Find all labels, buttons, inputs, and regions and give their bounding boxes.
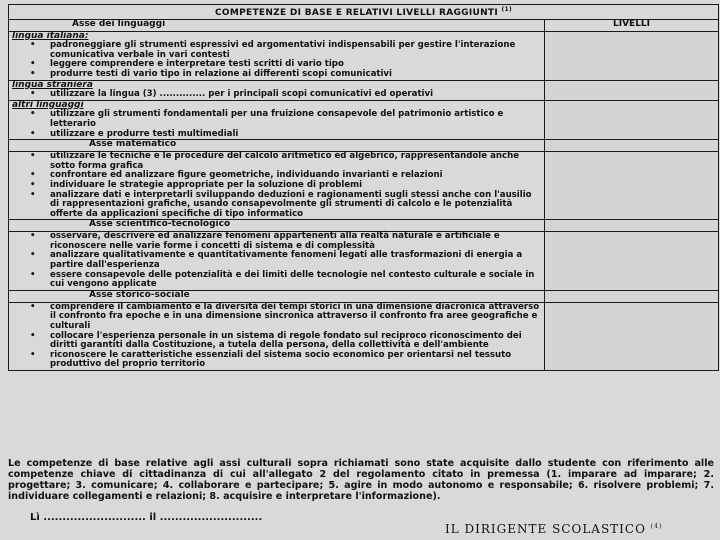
level-cell <box>545 220 719 232</box>
list-item: • collocare l'esperienza personale in un sistema di regole fondato sul reciproco riconoscimento dei diritti garantiti dalla Costituzione, a tutela della persona, della collettività e dell'ambiente <box>40 332 541 351</box>
bullet-list <box>12 41 541 79</box>
level-cell[interactable] <box>545 80 719 100</box>
list-item: • osservare, descrivere ed analizzare fenomeni appartenenti alla realtà naturale e artificiale e riconoscere nelle varie forme i concetti di sistema e di complessità <box>40 232 541 251</box>
group-title: altri linguaggi <box>12 99 84 110</box>
level-cell[interactable] <box>545 100 719 139</box>
table-row <box>9 302 719 370</box>
footer-paragraph: Le competenze di base relative agli assi culturali sopra richiamati sono state acquisite dallo studente con riferimento alle competenze chiave di cittadinanza di cui all'allegato 2 del regolamento citato in premessa (1. imparare ad imparare; 2. progettare; 3. comunicare; 4. collaborare e partecipare; 5. agire in modo autonomo e responsabile; 6. risolvere problemi; 7. individuare collegamenti e relazioni; 8. acquisire e interpretare l'informazione). <box>8 458 714 502</box>
group-title: lingua straniera <box>12 79 93 90</box>
table-row <box>9 31 719 80</box>
table-title <box>9 5 719 20</box>
level-cell[interactable] <box>545 152 719 220</box>
group-cell <box>9 100 545 139</box>
list-item: • leggere comprendere e interpretare testi scritti di vario tipo <box>40 60 541 70</box>
group-cell <box>9 152 545 220</box>
level-cell <box>545 140 719 152</box>
list-item: • analizzare dati e interpretarli sviluppando deduzioni e ragionamenti sugli stessi anche con l'ausilio di rappresentazioni grafiche, usando consapevolmente gli strumenti di calcolo e le potenzialità offerte da applicazioni specifiche di tipo informatico <box>40 191 541 220</box>
table-row <box>9 152 719 220</box>
table-row <box>9 100 719 139</box>
group-cell <box>9 31 545 80</box>
list-item: • comprendere il cambiamento e la diversità dei tempi storici in una dimensione diacronica attraverso il confronto fra epoche e in una dimensione sincronica attraverso il confronto fra aree geografiche e culturali <box>40 303 541 332</box>
list-item: • utilizzare e produrre testi multimediali <box>40 130 541 140</box>
group-cell <box>9 302 545 370</box>
bullet-list <box>12 90 541 100</box>
list-item: • produrre testi di vario tipo in relazione ai differenti scopi comunicativi <box>40 70 541 80</box>
axis-title: Asse matematico <box>9 140 545 152</box>
list-item: • riconoscere le caratteristiche essenziali del sistema socio economico per orientarsi nel tessuto produttivo del proprio territorio <box>40 351 541 370</box>
title-note: (1) <box>501 6 513 13</box>
title-text: COMPETENZE DI BASE E RELATIVI LIVELLI RAGGIUNTI <box>215 8 499 18</box>
col-header-axis: Asse dei linguaggi <box>9 19 545 31</box>
table-row <box>9 80 719 100</box>
level-cell[interactable] <box>545 31 719 80</box>
signature-label: IL DIRIGENTE SCOLASTICO $^{(4)}$ <box>445 522 663 536</box>
list-item: • utilizzare la lingua (3) .............. per i principali scopi comunicativi ed operativi <box>40 90 541 100</box>
bullet-list <box>12 303 541 370</box>
axis-title: Asse storico-sociale <box>9 290 545 302</box>
bullet-list <box>12 110 541 139</box>
list-item: • confrontare ed analizzare figure geometriche, individuando invarianti e relazioni <box>40 171 541 181</box>
table-row <box>9 232 719 291</box>
list-item: • utilizzare le tecniche e le procedure del calcolo aritmetico ed algebrico, rappresentandole anche sotto forma grafica <box>40 152 541 171</box>
list-item: • essere consapevole delle potenzialità e dei limiti delle tecnologie nel contesto culturale e sociale in cui vengono applicate <box>40 271 541 290</box>
bullet-list <box>12 152 541 219</box>
group-cell <box>9 232 545 291</box>
level-cell <box>545 290 719 302</box>
list-item: • padroneggiare gli strumenti espressivi ed argomentativi indispensabili per gestire l'interazione comunicativa verbale in vari contesti <box>40 41 541 60</box>
place-date-line: Lì ........................... il ........................... <box>30 512 263 523</box>
level-cell[interactable] <box>545 232 719 291</box>
competences-table <box>8 4 719 371</box>
axis-title: Asse scientifico-tecnologico <box>9 220 545 232</box>
level-cell[interactable] <box>545 302 719 370</box>
list-item: • analizzare qualitativamente e quantitativamente fenomeni legati alle trasformazioni di energia a partire dall'esperienza <box>40 251 541 270</box>
list-item: • utilizzare gli strumenti fondamentali per una fruizione consapevole del patrimonio artistico e letterario <box>40 110 541 129</box>
group-cell <box>9 80 545 100</box>
list-item: • individuare le strategie appropriate per la soluzione di problemi <box>40 181 541 191</box>
signature-note: (4) <box>650 523 663 530</box>
group-title: lingua italiana: <box>12 30 89 41</box>
col-header-levels: LIVELLI <box>545 19 719 31</box>
bullet-list <box>12 232 541 290</box>
